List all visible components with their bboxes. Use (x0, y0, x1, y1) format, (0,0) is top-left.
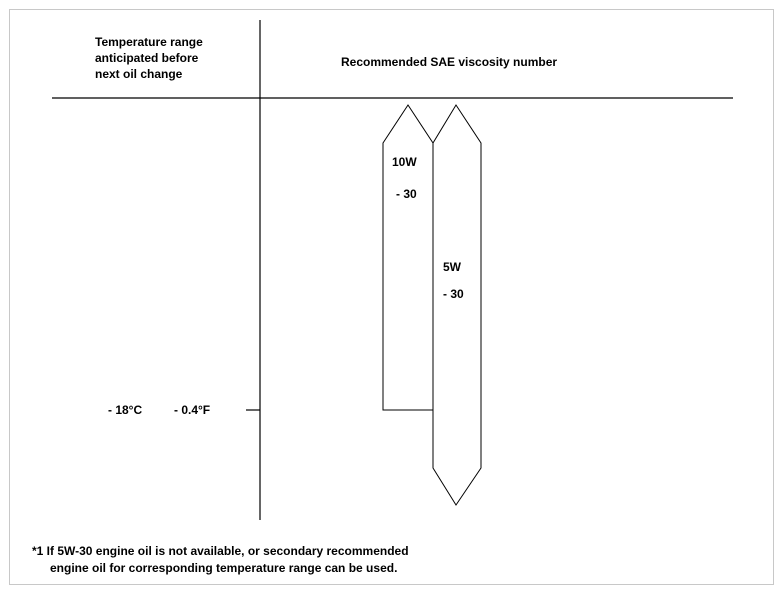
temperature-title-line-1: Temperature range (95, 35, 203, 49)
temperature-fahrenheit-label: - 0.4°F (174, 403, 211, 417)
grade-10w-30-arrow (383, 105, 433, 410)
footnote-line-1: *1 If 5W-30 engine oil is not available, or secondary recommended (32, 544, 409, 558)
temperature-title-line-3: next oil change (95, 67, 183, 81)
grade-5w-label: 5W (443, 260, 461, 274)
grade-5w-30-arrow (433, 105, 481, 505)
temperature-title-line-2: anticipated before (95, 51, 199, 65)
grade-10w-label: 10W (392, 155, 417, 169)
grade-10w-suffix: - 30 (396, 187, 417, 201)
grade-5w-suffix: - 30 (443, 287, 464, 301)
footnote-line-2: engine oil for corresponding temperature range can be used. (50, 561, 398, 575)
viscosity-title: Recommended SAE viscosity number (341, 55, 558, 69)
temperature-celsius-label: - 18°C (108, 403, 143, 417)
footnote (32, 543, 409, 577)
